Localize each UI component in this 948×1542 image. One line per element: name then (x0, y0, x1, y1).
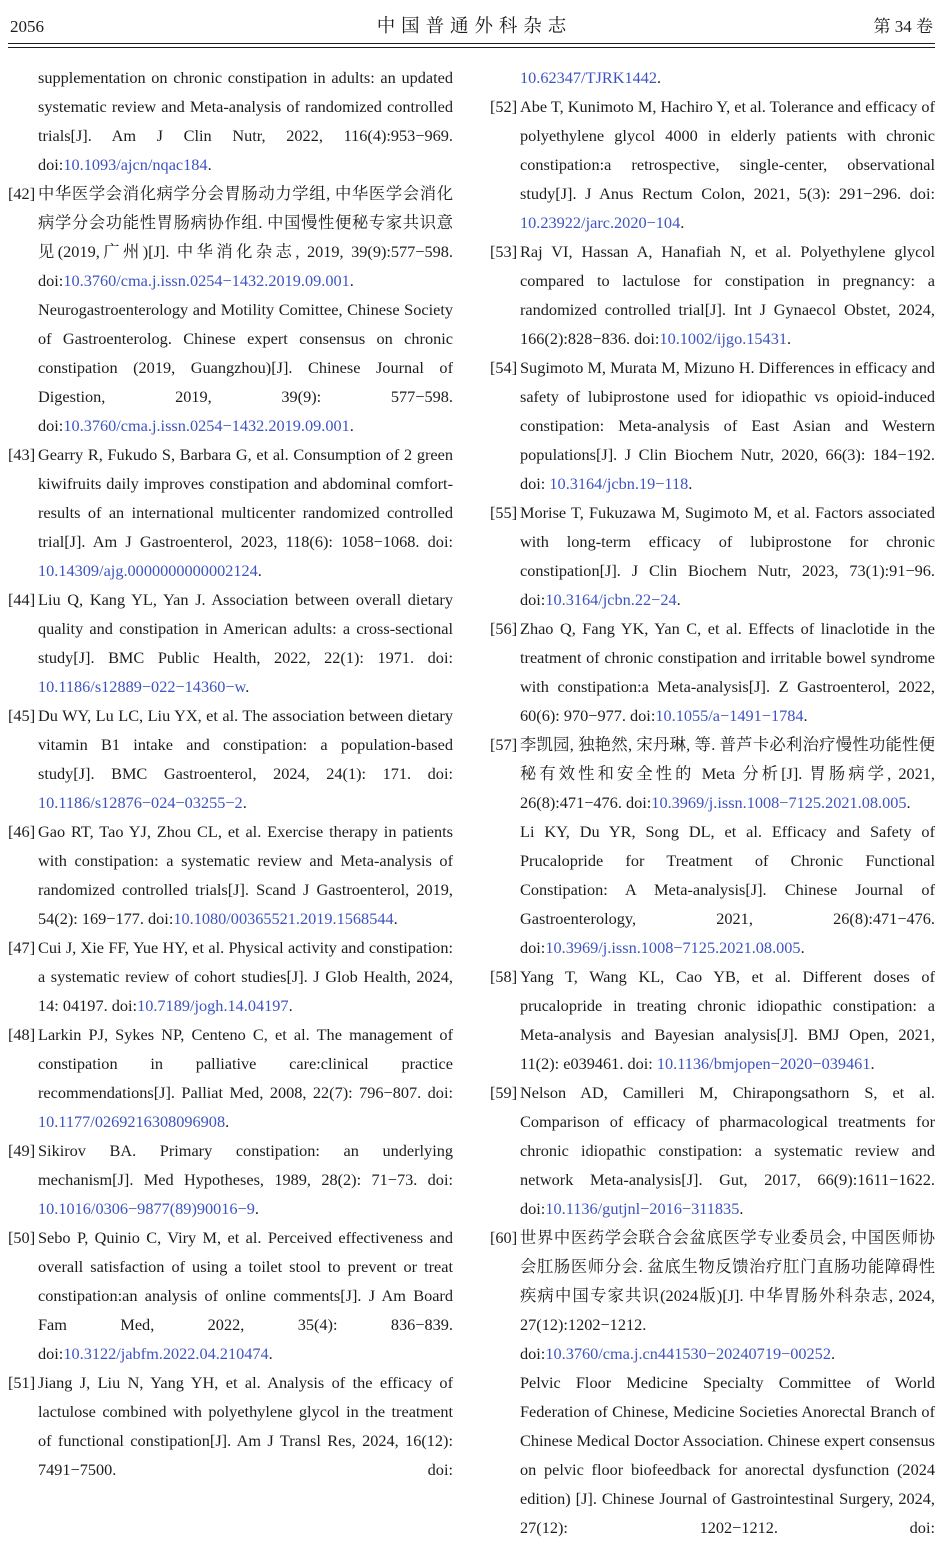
reference-text: supplementation on chronic constipation in adults: an updated systematic review and Meta-analysis of randomized controlled trials[J]. Am J Clin Nutr, 2022, 116(4):953−969. doi: (38, 67, 453, 174)
reference-entry (8, 440, 453, 585)
reference-column-left (8, 63, 453, 1542)
doi-link[interactable]: 10.3164/jcbn.22−24 (545, 589, 677, 609)
reference-entry (8, 179, 453, 295)
doi-link[interactable]: 10.3164/jcbn.19−118 (549, 473, 689, 493)
reference-entry (8, 817, 453, 933)
reference-entry (8, 1136, 453, 1223)
reference-entry (8, 933, 453, 1020)
reference-number: [54] (490, 357, 518, 377)
reference-entry (490, 1223, 935, 1368)
reference-text: . (800, 937, 805, 957)
reference-number: [51] (8, 1372, 36, 1392)
reference-number: [56] (490, 618, 518, 638)
reference-text: Zhao Q, Fang YK, Yan C, et al. Effects of linaclotide in the treatment of chronic constipation and irritable bowel syndrome with constipation:a Meta-analysis[J]. Z Gastroenterol, 2022, 60(6): 970−977. doi: (520, 618, 935, 725)
reference-text: Morise T, Fukuzawa M, Sugimoto M, et al. Factors associated with long-term efficacy of lubiprostone for chronic constipation[J]. J Clin Biochem Nutr, 2023, 73(1):91−96. doi: (520, 502, 935, 609)
reference-text: Gao RT, Tao YJ, Zhou CL, et al. Exercise therapy in patients with constipation: a systematic review and Meta-analysis of randomized controlled trials[J]. Scand J Gastroenterol, 2019, 54(2): 169−177. doi: (38, 821, 453, 928)
reference-number: [48] (8, 1024, 36, 1044)
reference-text: . (657, 67, 662, 87)
reference-number: [55] (490, 502, 518, 522)
doi-link[interactable]: 10.1136/bmjopen−2020−039461 (656, 1053, 871, 1073)
reference-text: Gearry R, Fukudo S, Barbara G, et al. Consumption of 2 green kiwifruits daily improves constipation and abdominal comfort-results of an international multicenter randomized controlled trial[J]. Am J Gastroenterol, 2023, 118(6): 1058−1068. doi: (38, 444, 453, 551)
reference-text: . (870, 1053, 875, 1073)
doi-link[interactable]: 10.62347/TJRK1442 (520, 67, 658, 87)
reference-text: . (225, 1111, 230, 1131)
reference-number: [49] (8, 1140, 36, 1160)
reference-text: . (349, 270, 354, 290)
reference-entry (490, 730, 935, 817)
doi-link[interactable]: 10.1186/s12876−024−03255−2 (38, 792, 243, 812)
reference-text: Nelson AD, Camilleri M, Chirapongsathorn S, et al. Comparison of efficacy of pharmacological treatments for chronic idiopathic constipation: a systematic review and network Meta-analysis[J]. Gut, 2017, 66(9):1611−1622. doi: (520, 1082, 935, 1218)
reference-entry (490, 962, 935, 1078)
reference-text: Abe T, Kunimoto M, Hachiro Y, et al. Tolerance and efficacy of polyethylene glycol 4000 in elderly patients with chronic constipation:a retrospective, single-center, observational study[J]. J Anus Rectum Colon, 2021, 5(3): 291−296. doi: (520, 96, 935, 203)
reference-entry (8, 1223, 453, 1368)
reference-number: [44] (8, 589, 36, 609)
doi-link[interactable]: 10.3969/j.issn.1008−7125.2021.08.005 (651, 792, 907, 812)
reference-number: [59] (490, 1082, 518, 1102)
reference-text: . (207, 154, 212, 174)
reference-text: Du WY, Lu LC, Liu YX, et al. The association between dietary vitamin B1 intake and constipation: a population-based study[J]. BMC Gastroenterol, 2024, 24(1): 171. doi: (38, 705, 453, 783)
reference-text: Jiang J, Liu N, Yang YH, et al. Analysis of the efficacy of lactulose combined with polyethylene glycol in the treatment of functional constipation[J]. Am J Transl Res, 2024, 16(12): 7491−7500. doi: (38, 1372, 453, 1479)
reference-entry (490, 237, 935, 353)
reference-text: . (688, 473, 693, 493)
reference-text: Pelvic Floor Medicine Specialty Committee of World Federation of Chinese, Medicine Societies Anorectal Branch of Chinese Medical Doctor Association. Chinese expert consensus on pelvic floor biofeedback for anorectal dysfunction (2024 edition) [J]. Chinese Journal of Gastrointestinal Surgery, 2024, 27(12): 1202−1212. doi: (520, 1372, 935, 1537)
reference-text: . (393, 908, 398, 928)
reference-entry (8, 585, 453, 701)
reference-entry (490, 1078, 935, 1223)
reference-entry (490, 614, 935, 730)
reference-continuation (8, 295, 453, 440)
reference-text: . (268, 1343, 273, 1363)
header-divider (8, 43, 935, 48)
reference-text: Raj VI, Hassan A, Hanafiah N, et al. Polyethylene glycol compared to lactulose for constipation in pregnancy: a randomized controlled trial[J]. Int J Gynaecol Obstet, 2024, 166(2):828−836. doi: (520, 241, 935, 348)
doi-link[interactable]: 10.1002/ijgo.15431 (659, 328, 787, 348)
reference-text: Yang T, Wang KL, Cao YB, et al. Different doses of prucalopride in treating chronic idiopathic constipation: a Meta-analysis and Bayesian analysis[J]. BMJ Open, 2021, 11(2): e039461. doi: (520, 966, 935, 1073)
reference-text: . (288, 995, 293, 1015)
reference-number: [50] (8, 1227, 36, 1247)
reference-entry (490, 353, 935, 498)
doi-link[interactable]: 10.3760/cma.j.issn.0254−1432.2019.09.001 (63, 415, 350, 435)
reference-text: 李凯园, 独艳然, 宋丹琳, 等. 普芦卡必利治疗慢性功能性便秘有效性和安全性的 Meta 分析[J]. 胃肠病学, 2021, 26(8):471−476. doi: (520, 734, 935, 812)
reference-number: [47] (8, 937, 36, 957)
reference-entry (8, 1020, 453, 1136)
reference-text: . (254, 1198, 259, 1218)
doi-link[interactable]: 10.7189/jogh.14.04197 (137, 995, 289, 1015)
page-number: 2056 (10, 17, 44, 36)
doi-link[interactable]: 10.1080/00365521.2019.1568544 (173, 908, 394, 928)
reference-text: Neurogastroenterology and Motility Comittee, Chinese Society of Gastroenterolog. Chinese expert consensus on chronic constipation (2019, Guangzhou)[J]. Chinese Journal of Digestion, 2019, 39(9): 577−598. doi: (38, 299, 453, 435)
reference-number: [53] (490, 241, 518, 261)
reference-number: [45] (8, 705, 36, 725)
reference-number: [46] (8, 821, 36, 841)
reference-text: . (680, 212, 685, 232)
reference-number: [43] (8, 444, 36, 464)
doi-link[interactable]: 10.14309/ajg.0000000000002124 (38, 560, 258, 580)
reference-text: Liu Q, Kang YL, Yan J. Association between overall dietary quality and constipation in American adults: a cross-sectional study[J]. BMC Public Health, 2022, 22(1): 1971. doi: (38, 589, 453, 667)
page-header (8, 10, 935, 38)
reference-text: . (676, 589, 681, 609)
doi-link[interactable]: 10.23922/jarc.2020−104 (520, 212, 681, 232)
doi-link[interactable]: 10.1093/ajcn/nqac184 (63, 154, 208, 174)
doi-link[interactable]: 10.3760/cma.j.issn.0254−1432.2019.09.001 (63, 270, 350, 290)
reference-text: Sikirov BA. Primary constipation: an underlying mechanism[J]. Med Hypotheses, 1989, 28(2): 71−73. doi: (38, 1140, 453, 1189)
reference-text: 世界中医药学会联合会盆底医学专业委员会, 中国医师协会肛肠医师分会. 盆底生物反馈治疗肛门直肠功能障碍性疾病中国专家共识(2024版)[J]. 中华胃肠外科杂志, 2024, 27(12):1202−1212. doi: (520, 1227, 935, 1363)
reference-columns (8, 63, 935, 1542)
reference-entry (490, 498, 935, 614)
reference-text: Larkin PJ, Sykes NP, Centeno C, et al. The management of constipation in palliative care:clinical practice recommendations[J]. Palliat Med, 2008, 22(7): 796−807. doi: (38, 1024, 453, 1102)
reference-text: Sugimoto M, Murata M, Mizuno H. Differences in efficacy and safety of lubiprostone used for idiopathic vs opioid-induced constipation: Meta-analysis of East Asian and Western populations[J]. J Clin Biochem Nutr, 2020, 66(3): 184−192. doi: (520, 357, 935, 493)
reference-continuation (490, 817, 935, 962)
reference-text: . (242, 792, 247, 812)
reference-text: . (830, 1343, 836, 1363)
reference-number: [42] (8, 183, 36, 203)
doi-link[interactable]: 10.1136/gutjnl−2016−311835 (545, 1198, 740, 1218)
doi-link[interactable]: 10.1055/a−1491−1784 (655, 705, 804, 725)
doi-link[interactable]: 10.1016/0306−9877(89)90016−9 (38, 1198, 255, 1218)
reference-text: . (257, 560, 262, 580)
reference-entry (490, 92, 935, 237)
reference-text: Li KY, Du YR, Song DL, et al. Efficacy and Safety of Prucalopride for Treatment of Chronic Functional Constipation: A Meta-analysis[J]. Chinese Journal of Gastroenterology, 2021, 26(8):471−476. doi: (520, 821, 935, 957)
reference-text: . (803, 705, 808, 725)
reference-text: Sebo P, Quinio C, Viry M, et al. Perceived effectiveness and overall satisfaction of using a toilet stool to prevent or treat constipation:an analysis of online comments[J]. J Am Board Fam Med, 2022, 35(4): 836−839. doi: (38, 1227, 453, 1363)
reference-column-right (490, 63, 935, 1542)
reference-text: 中华医学会消化病学分会胃肠动力学组, 中华医学会消化病学分会功能性胃肠病协作组. 中国慢性便秘专家共识意见(2019,广州)[J]. 中华消化杂志, 2019, 39(9):577−598. doi: (38, 183, 453, 290)
doi-link[interactable]: 10.1177/0269216308096908 (38, 1111, 226, 1131)
reference-number: [52] (490, 96, 518, 116)
doi-link[interactable]: 10.1186/s12889−022−14360−w (38, 676, 246, 696)
doi-link[interactable]: 10.3969/j.issn.1008−7125.2021.08.005 (545, 937, 801, 957)
reference-text: . (245, 676, 250, 696)
reference-continuation (490, 1368, 935, 1542)
reference-text: Cui J, Xie FF, Yue HY, et al. Physical activity and constipation: a systematic review of cohort studies[J]. J Glob Health, 2024, 14: 04197. doi: (38, 937, 453, 1015)
reference-text: . (906, 792, 911, 812)
doi-link[interactable]: 10.3122/jabfm.2022.04.210474 (63, 1343, 269, 1363)
reference-entry (8, 1368, 453, 1484)
reference-text: . (786, 328, 792, 348)
journal-title: 中国普通外科杂志 (376, 17, 573, 37)
reference-number: [57] (490, 734, 518, 754)
reference-entry (8, 701, 453, 817)
reference-continuation (8, 63, 453, 179)
volume-label: 第 34 卷 (873, 17, 933, 36)
reference-continuation (490, 63, 935, 92)
reference-number: [60] (490, 1227, 518, 1247)
reference-text: . (349, 415, 354, 435)
reference-text: . (739, 1198, 744, 1218)
reference-number: [58] (490, 966, 518, 986)
doi-link[interactable]: 10.3760/cma.j.cn441530−20240719−00252 (545, 1343, 831, 1363)
